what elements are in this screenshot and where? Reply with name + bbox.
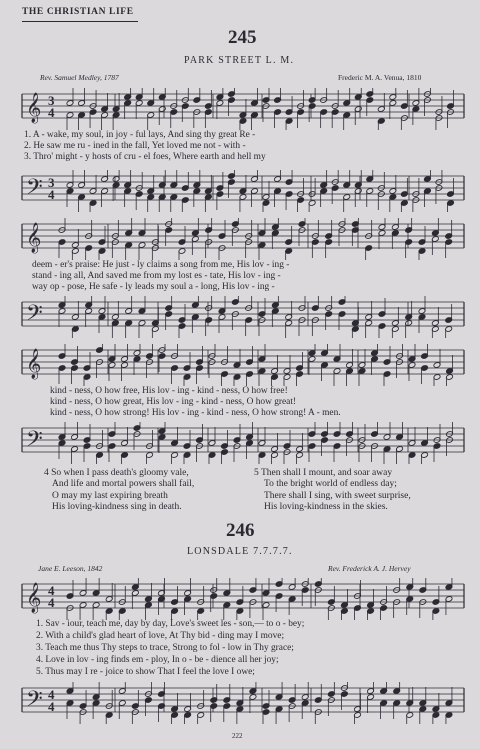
verse-4-line: His loving-kindness sing in death.: [52, 501, 182, 512]
lyric-line-1-3: 3. Thro' might - y hosts of cru - el foes, Where earth and hell my: [24, 152, 266, 162]
composer-credit-245: Frederic M. A. Venua, 1810: [338, 73, 422, 82]
bass-staff-1: [18, 170, 468, 212]
svg-text:𝄢: 𝄢: [26, 175, 43, 205]
treble-staff-3: [18, 344, 468, 386]
svg-text:3: 3: [48, 93, 55, 108]
lyric-line-4-1: 1. Sav - iour, teach me, day by day, Love's sweet les - son,— to o - bey;: [36, 619, 305, 629]
svg-text:4: 4: [48, 699, 55, 714]
lyric-line-1-1: 1. A - wake, my soul, in joy - ful lays, And sing thy great Re -: [24, 130, 256, 140]
author-credit-246: Jane E. Leeson, 1842: [38, 564, 103, 573]
svg-text:4: 4: [48, 595, 55, 610]
treble-staff-4: [18, 578, 468, 620]
verse-4: [44, 468, 194, 513]
svg-text:3: 3: [48, 175, 55, 190]
lyric-line-2-1: deem - er's praise: He just - ly claims a song from me, His lov - ing -: [32, 260, 290, 270]
lyric-line-4-4: 4. Love in lov - ing finds em - ploy, In o - be - dience all her joy;: [36, 655, 279, 665]
verse-5-line: There shall I sing, with sweet surprise,: [264, 490, 411, 501]
svg-text:𝄢: 𝄢: [26, 301, 43, 331]
verse-4-line: And life and mortal powers shall fail,: [52, 479, 195, 490]
svg-text:𝄢: 𝄢: [26, 687, 43, 717]
lyric-line-2-2: stand - ing all, And saved me from my lost es - tate, His lov - ing -: [32, 271, 281, 281]
svg-text:4: 4: [48, 687, 55, 702]
hymn-number-246: 246: [226, 520, 255, 541]
bass-staff-4: [18, 682, 468, 724]
hymn-number-245: 245: [228, 27, 257, 48]
tune-name-246: LONSDALE 7.7.7.7.: [187, 546, 293, 557]
svg-text:4: 4: [48, 583, 55, 598]
verse-5: [254, 468, 411, 513]
lyric-line-4-2: 2. With a child's glad heart of love, At Thy bid - ding may I move;: [36, 631, 285, 641]
svg-text:𝄞: 𝄞: [26, 349, 42, 379]
lyric-line-3-2: kind - ness, O how great, His lov - ing - kind - ness, O how great!: [50, 397, 297, 407]
header-rule: [22, 21, 138, 22]
verse-4-line: O may my last expiring breath: [52, 490, 168, 501]
tune-name-245: PARK STREET L. M.: [184, 55, 295, 66]
svg-text:𝄞: 𝄞: [26, 583, 42, 613]
lyric-line-3-1: kind - ness, O how free, His lov - ing - kind - ness, O how free!: [50, 386, 288, 396]
svg-text:4: 4: [48, 105, 55, 120]
bass-staff-3: [18, 422, 468, 464]
verse-5-line: His loving-kindness in the skies.: [264, 501, 388, 512]
author-credit-245: Rev. Samuel Medley, 1787: [40, 73, 119, 82]
verse-4-line: 4 So when I pass death's gloomy vale,: [44, 468, 189, 478]
lyric-line-4-5: 5. Thus may I re - joice to show That I feel the love I owe;: [36, 667, 255, 677]
verse-5-line: 5 Then shall I mount, and soar away: [254, 468, 393, 478]
svg-text:4: 4: [48, 187, 55, 202]
lyric-line-3-3: kind - ness, O how strong! His lov - ing - kind - ness, O how strong! A - men.: [50, 408, 341, 418]
treble-staff-1: [18, 88, 468, 130]
bass-staff-2: [18, 296, 468, 338]
svg-text:𝄞: 𝄞: [26, 223, 42, 253]
svg-text:𝄢: 𝄢: [26, 427, 43, 457]
treble-staff-2: [18, 218, 468, 260]
composer-credit-246: Rev. Frederick A. J. Hervey: [328, 564, 411, 573]
lyric-line-2-3: way op - pose, He safe - ly leads my soul a - long, His lov - ing -: [32, 282, 275, 292]
page-number: 222: [232, 732, 243, 740]
lyric-line-1-2: 2. He saw me ru - ined in the fall, Yet loved me not - with -: [24, 141, 246, 151]
running-title: THE CHRISTIAN LIFE: [22, 7, 134, 17]
svg-text:𝄞: 𝄞: [26, 93, 42, 123]
verse-5-line: To the bright world of endless day;: [264, 479, 397, 490]
lyric-line-4-3: 3. Teach me thus Thy steps to trace, Strong to fol - low in Thy grace;: [36, 643, 294, 653]
